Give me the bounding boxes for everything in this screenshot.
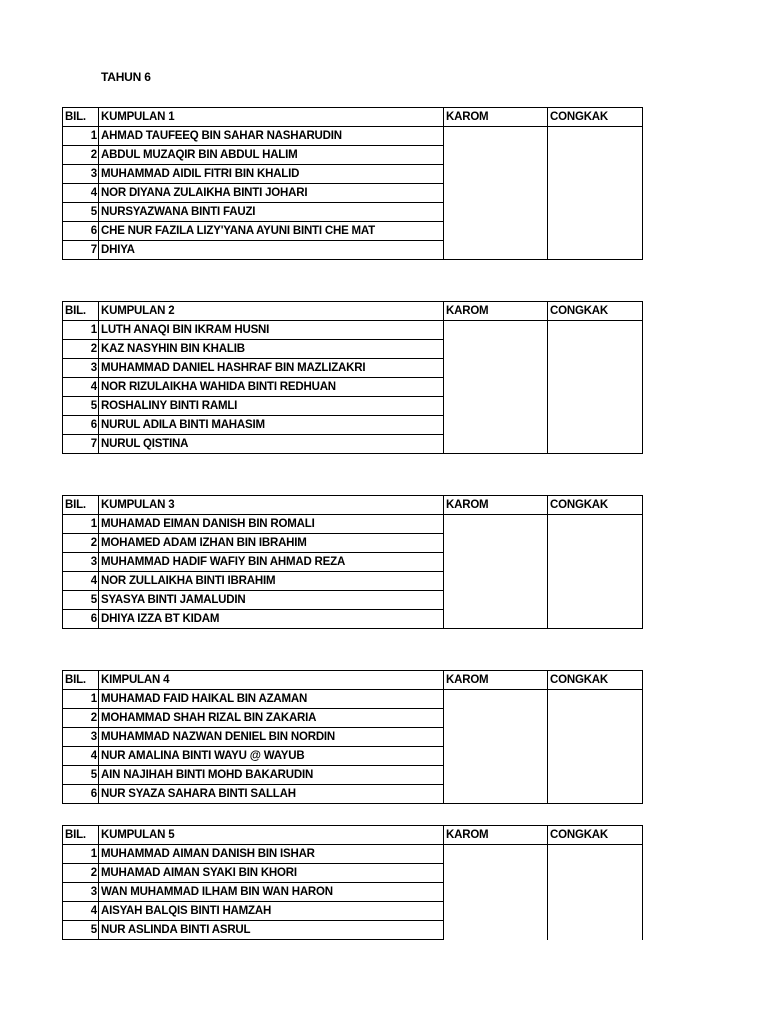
member-name: SYASYA BINTI JAMALUDIN	[99, 591, 444, 610]
member-name: MUHAMMAD AIMAN DANISH BIN ISHAR	[99, 845, 444, 864]
group-name-header: KIMPULAN 4	[99, 671, 444, 690]
congkak-header: CONGKAK	[548, 671, 643, 690]
member-name: NURSYAZWANA BINTI FAUZI	[99, 203, 444, 222]
karom-header: KAROM	[444, 302, 548, 321]
member-name: KAZ NASYHIN BIN KHALIB	[99, 340, 444, 359]
member-name: ABDUL MUZAQIR BIN ABDUL HALIM	[99, 146, 444, 165]
group-name-header: KUMPULAN 1	[99, 108, 444, 127]
member-number: 4	[63, 747, 99, 766]
group-header-row	[63, 302, 643, 321]
member-name: DHIYA	[99, 241, 444, 260]
member-number: 3	[63, 728, 99, 747]
bil-header: BIL.	[63, 302, 99, 321]
group-header-row	[63, 826, 643, 845]
member-number: 7	[63, 435, 99, 454]
member-name: DHIYA IZZA BT KIDAM	[99, 610, 444, 629]
congkak-header: CONGKAK	[548, 108, 643, 127]
member-number: 6	[63, 416, 99, 435]
member-number: 2	[63, 340, 99, 359]
group-header-row	[63, 671, 643, 690]
member-name: WAN MUHAMMAD ILHAM BIN WAN HARON	[99, 883, 444, 902]
member-name: NURUL ADILA BINTI MAHASIM	[99, 416, 444, 435]
member-name: MUHAMAD FAID HAIKAL BIN AZAMAN	[99, 690, 444, 709]
karom-header: KAROM	[444, 671, 548, 690]
page-title: TAHUN 6	[101, 70, 151, 84]
member-number: 6	[63, 785, 99, 804]
karom-cell[interactable]	[444, 845, 548, 940]
bil-header: BIL.	[63, 671, 99, 690]
table-row	[63, 321, 643, 340]
member-name: NUR AMALINA BINTI WAYU @ WAYUB	[99, 747, 444, 766]
member-number: 1	[63, 515, 99, 534]
table-row	[63, 515, 643, 534]
member-name: NOR RIZULAIKHA WAHIDA BINTI REDHUAN	[99, 378, 444, 397]
member-name: MOHAMMAD SHAH RIZAL BIN ZAKARIA	[99, 709, 444, 728]
table-row	[63, 690, 643, 709]
member-number: 2	[63, 146, 99, 165]
member-name: NUR ASLINDA BINTI ASRUL	[99, 921, 444, 940]
member-number: 6	[63, 222, 99, 241]
member-number: 1	[63, 845, 99, 864]
member-number: 6	[63, 610, 99, 629]
member-name: MUHAMAD EIMAN DANISH BIN ROMALI	[99, 515, 444, 534]
member-name: ROSHALINY BINTI RAMLI	[99, 397, 444, 416]
congkak-cell[interactable]	[548, 127, 643, 260]
member-name: NURUL QISTINA	[99, 435, 444, 454]
group-header-row	[63, 496, 643, 515]
member-number: 7	[63, 241, 99, 260]
group-table-3	[62, 495, 643, 629]
group-name-header: KUMPULAN 3	[99, 496, 444, 515]
congkak-header: CONGKAK	[548, 496, 643, 515]
bil-header: BIL.	[63, 496, 99, 515]
member-name: MUHAMMAD HADIF WAFIY BIN AHMAD REZA	[99, 553, 444, 572]
group-table-1	[62, 107, 643, 260]
congkak-cell[interactable]	[548, 515, 643, 629]
member-number: 5	[63, 397, 99, 416]
member-name: AHMAD TAUFEEQ BIN SAHAR NASHARUDIN	[99, 127, 444, 146]
group-table-4	[62, 670, 643, 804]
member-name: MOHAMED ADAM IZHAN BIN IBRAHIM	[99, 534, 444, 553]
member-name: MUHAMMAD AIDIL FITRI BIN KHALID	[99, 165, 444, 184]
member-number: 5	[63, 591, 99, 610]
congkak-cell[interactable]	[548, 845, 643, 940]
member-number: 4	[63, 184, 99, 203]
karom-cell[interactable]	[444, 321, 548, 454]
member-name: NOR DIYANA ZULAIKHA BINTI JOHARI	[99, 184, 444, 203]
member-number: 1	[63, 127, 99, 146]
member-number: 3	[63, 883, 99, 902]
member-number: 5	[63, 766, 99, 785]
member-number: 4	[63, 902, 99, 921]
member-name: MUHAMMAD DANIEL HASHRAF BIN MAZLIZAKRI	[99, 359, 444, 378]
member-name: AIN NAJIHAH BINTI MOHD BAKARUDIN	[99, 766, 444, 785]
member-name: CHE NUR FAZILA LIZY'YANA AYUNI BINTI CHE MAT	[99, 222, 444, 241]
congkak-cell[interactable]	[548, 690, 643, 804]
member-number: 4	[63, 572, 99, 591]
member-number: 3	[63, 165, 99, 184]
congkak-cell[interactable]	[548, 321, 643, 454]
karom-cell[interactable]	[444, 515, 548, 629]
member-number: 3	[63, 553, 99, 572]
congkak-header: CONGKAK	[548, 826, 643, 845]
member-number: 4	[63, 378, 99, 397]
group-name-header: KUMPULAN 2	[99, 302, 444, 321]
karom-cell[interactable]	[444, 690, 548, 804]
group-table-5	[62, 825, 643, 940]
bil-header: BIL.	[63, 826, 99, 845]
member-number: 5	[63, 203, 99, 222]
member-number: 1	[63, 321, 99, 340]
member-number: 3	[63, 359, 99, 378]
group-header-row	[63, 108, 643, 127]
congkak-header: CONGKAK	[548, 302, 643, 321]
group-table-2	[62, 301, 643, 454]
member-number: 2	[63, 864, 99, 883]
table-row	[63, 845, 643, 864]
bil-header: BIL.	[63, 108, 99, 127]
member-name: MUHAMAD AIMAN SYAKI BIN KHORI	[99, 864, 444, 883]
karom-header: KAROM	[444, 496, 548, 515]
member-name: NUR SYAZA SAHARA BINTI SALLAH	[99, 785, 444, 804]
member-name: MUHAMMAD NAZWAN DENIEL BIN NORDIN	[99, 728, 444, 747]
member-number: 1	[63, 690, 99, 709]
karom-header: KAROM	[444, 108, 548, 127]
member-name: AISYAH BALQIS BINTI HAMZAH	[99, 902, 444, 921]
member-number: 2	[63, 709, 99, 728]
member-number: 5	[63, 921, 99, 940]
karom-header: KAROM	[444, 826, 548, 845]
member-name: NOR ZULLAIKHA BINTI IBRAHIM	[99, 572, 444, 591]
member-name: LUTH ANAQI BIN IKRAM HUSNI	[99, 321, 444, 340]
member-number: 2	[63, 534, 99, 553]
table-row	[63, 127, 643, 146]
group-name-header: KUMPULAN 5	[99, 826, 444, 845]
karom-cell[interactable]	[444, 127, 548, 260]
